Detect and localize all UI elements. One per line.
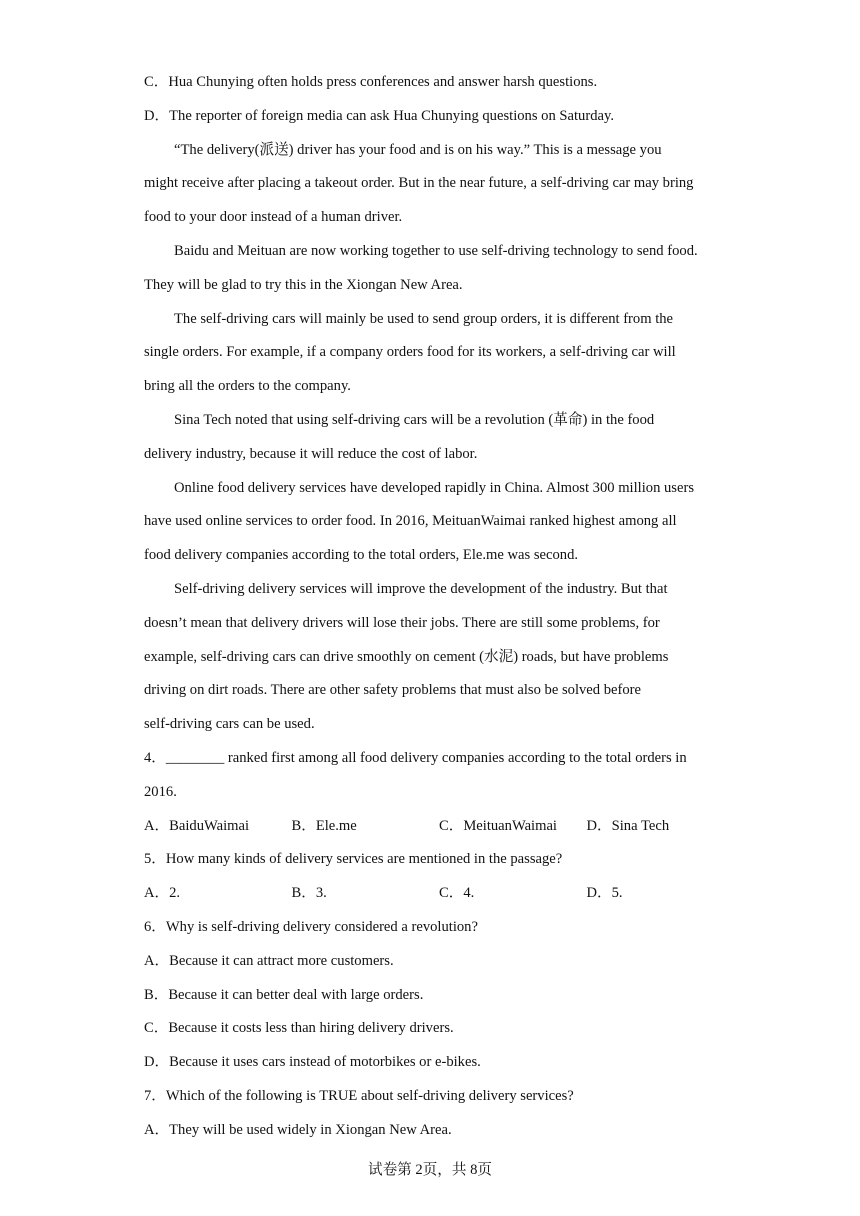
passage-lines xyxy=(144,66,734,810)
text-line: 2016. xyxy=(144,783,177,800)
page-footer: 试卷第 2页，共 8页 xyxy=(367,1162,493,1178)
q4-option-c: C．MeituanWaimai xyxy=(439,817,557,834)
q7-option-a: A．They will be used widely in Xiongan New Area. xyxy=(144,1121,452,1138)
q4-option-b: B．Ele.me xyxy=(291,817,357,834)
text-line: food to your door instead of a human driver. xyxy=(144,209,403,226)
text-line: single orders. For example, if a company orders food for its workers, a self-driving car will xyxy=(144,344,676,361)
text-line: might receive after placing a takeout order. But in the near future, a self-driving car may bring xyxy=(144,175,694,192)
text-line: D．The reporter of foreign media can ask Hua Chunying questions on Saturday. xyxy=(144,107,614,124)
text-line: have used online services to order food. In 2016, MeituanWaimai ranked highest among all xyxy=(144,513,677,530)
q5-options xyxy=(144,877,734,911)
q4-options xyxy=(144,810,734,844)
text-line: driving on dirt roads. There are other safety problems that must also be solved before xyxy=(144,682,641,699)
q7-stem: 7．Which of the following is TRUE about self-driving delivery services? xyxy=(144,1087,574,1104)
q5-option-b: B．3. xyxy=(291,885,327,902)
text-line: delivery industry, because it will reduce the cost of labor. xyxy=(144,445,478,462)
q6-option-d: D．Because it uses cars instead of motorbikes or e-bikes. xyxy=(144,1054,481,1071)
q5-option-c: C．4. xyxy=(439,885,475,902)
text-line: “The delivery(派送) driver has your food and is on his way.” This is a message you xyxy=(174,141,662,158)
q5-option-a: A．2. xyxy=(144,885,181,902)
text-line: Baidu and Meituan are now working together to use self-driving technology to send food. xyxy=(174,242,698,259)
q4-option-d: D．Sina Tech xyxy=(586,817,670,834)
text-line: C．Hua Chunying often holds press conferences and answer harsh questions. xyxy=(144,74,598,90)
text-line: The self-driving cars will mainly be used to send group orders, it is different from the xyxy=(174,310,674,327)
q6-option-c: C．Because it costs less than hiring delivery drivers. xyxy=(144,1020,454,1037)
text-line: They will be glad to try this in the Xiongan New Area. xyxy=(144,276,463,293)
text-line: Sina Tech noted that using self-driving cars will be a revolution (革命) in the food xyxy=(174,411,655,428)
text-line: Online food delivery services have developed rapidly in China. Almost 300 million users xyxy=(174,479,695,496)
text-line: 4．________ ranked first among all food delivery companies according to the total orders in xyxy=(144,749,687,766)
q6-option-a: A．Because it can attract more customers. xyxy=(144,952,394,969)
q5-stem: 5．How many kinds of delivery services are mentioned in the passage? xyxy=(144,851,563,868)
text-line: food delivery companies according to the total orders, Ele.me was second. xyxy=(144,547,579,564)
text-line: bring all the orders to the company. xyxy=(144,378,351,395)
q6-stem: 6．Why is self-driving delivery considered a revolution? xyxy=(144,918,478,935)
text-line: Self-driving delivery services will improve the development of the industry. But that xyxy=(174,580,668,597)
text-line: self-driving cars can be used. xyxy=(144,716,315,733)
text-line: example, self-driving cars can drive smoothly on cement (水泥) roads, but have problems xyxy=(144,648,669,665)
q5-option-d: D．5. xyxy=(586,885,623,902)
page-content xyxy=(144,66,734,1148)
q6-option-b: B．Because it can better deal with large orders. xyxy=(144,986,424,1003)
text-line: doesn’t mean that delivery drivers will lose their jobs. There are still some problems, for xyxy=(144,614,660,631)
q4-option-a: A．BaiduWaimai xyxy=(144,817,250,834)
